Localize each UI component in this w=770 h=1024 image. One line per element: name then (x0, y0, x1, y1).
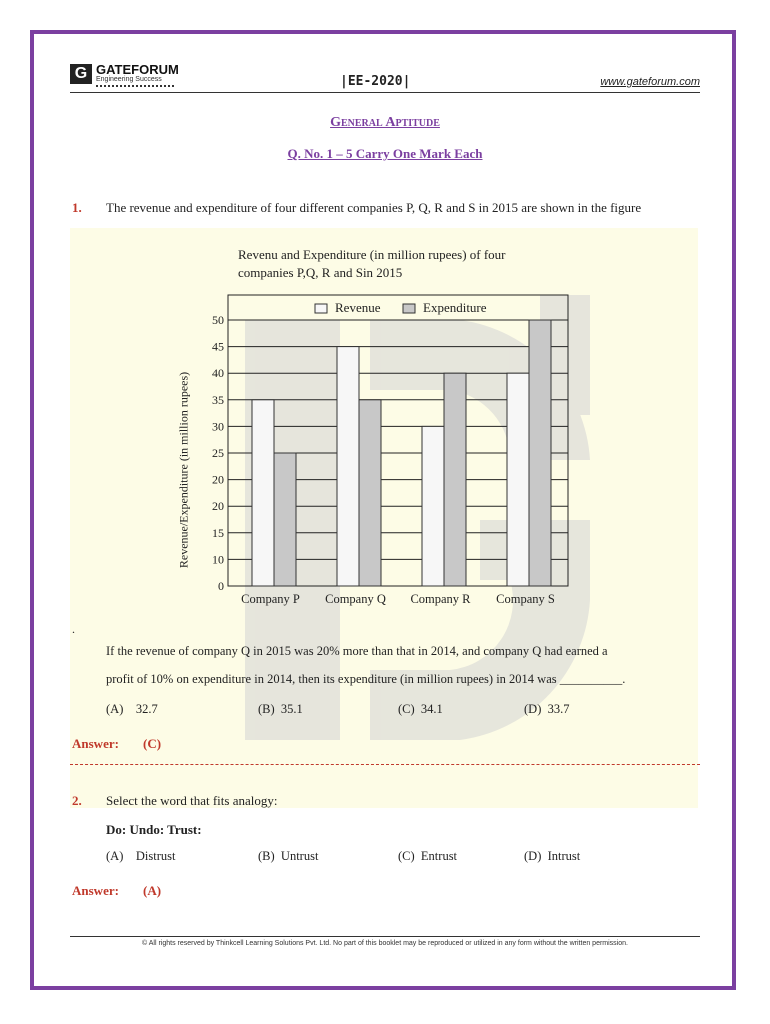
expenditure-bar-company-s (529, 320, 551, 586)
answer-value: (C) (143, 736, 162, 751)
answer-label: Answer: (72, 736, 119, 751)
logo-underline (96, 85, 174, 87)
option-value: Untrust (280, 849, 319, 863)
question-separator (70, 764, 700, 765)
option-value: Distrust (135, 849, 176, 863)
option-value: Entrust (420, 849, 458, 863)
y-tick-label: 25 (212, 446, 224, 460)
page-header (70, 62, 700, 92)
revenue-bar-company-q (337, 347, 359, 586)
option-c[interactable] (398, 702, 443, 717)
option-b[interactable] (258, 849, 318, 864)
header-divider (70, 92, 700, 93)
option-label: (B) (258, 702, 275, 716)
y-tick-label: 0 (218, 579, 224, 593)
x-tick-label: Company Q (325, 592, 386, 606)
expenditure-bar-company-q (359, 400, 381, 586)
y-tick-label: 40 (212, 366, 224, 381)
option-label: (C) (398, 702, 415, 716)
y-tick-label: 20 (212, 499, 224, 514)
option-value: 35.1 (280, 702, 303, 716)
website-link[interactable]: www.gateforum.com (600, 76, 700, 88)
revenue-bar-company-r (422, 426, 444, 586)
y-tick-label: 15 (212, 525, 224, 540)
answer-value: (A) (143, 883, 162, 898)
logo-tagline: Engineering Success (96, 76, 162, 83)
logo-mark: G (70, 64, 92, 84)
y-tick-label: 30 (212, 419, 224, 434)
option-label: (A) (106, 702, 124, 716)
footer-copyright: © All rights reserved by Thinkcell Learning Solutions Pvt. Ltd. No part of this booklet may be reproduced or utilized in any form without the written permission. (142, 940, 628, 947)
y-tick-label: 20 (212, 472, 224, 487)
section-title: General Aptitude (330, 115, 440, 130)
legend-label: Expenditure (423, 300, 487, 315)
option-value: 34.1 (420, 702, 443, 716)
question-text: Select the word that fits analogy: (106, 793, 278, 808)
legend-label: Revenue (335, 300, 381, 315)
question-body-line-1: If the revenue of company Q in 2015 was 20% more than that in 2014, and company Q had earned a (106, 644, 608, 658)
x-tick-label: Company S (496, 592, 555, 606)
x-tick-label: Company P (241, 592, 300, 606)
y-tick-label: 45 (212, 339, 224, 354)
option-value: Intrust (547, 849, 581, 863)
revenue-bar-company-p (252, 400, 274, 586)
y-tick-label: 35 (212, 392, 224, 407)
option-a[interactable] (106, 849, 175, 864)
question-number: 1. (72, 200, 82, 215)
option-value: 32.7 (135, 702, 158, 716)
expenditure-bar-company-p (274, 453, 296, 586)
option-a[interactable] (106, 702, 158, 717)
continuation-marker: . (72, 622, 75, 636)
y-axis-label: Revenue/Expenditure (in million rupees) (176, 371, 191, 569)
revenue-bar-company-s (507, 373, 529, 586)
question-number: 2. (72, 793, 82, 808)
legend-swatch (403, 304, 415, 313)
chart-title: Revenu and Expenditure (in million rupees) of four companies P,Q, R and Sin 2015 (238, 247, 506, 280)
answer-label: Answer: (72, 883, 119, 898)
question-text: The revenue and expenditure of four different companies P, Q, R and S in 2015 are shown in the figure (106, 200, 642, 215)
legend-swatch (315, 304, 327, 313)
option-value: 33.7 (547, 702, 570, 716)
question-body-line-2: profit of 10% on expenditure in 2014, then its expenditure (in million rupees) in 2014 was __________. (106, 672, 626, 686)
footer-divider (70, 936, 700, 937)
logo-name: GATEFORUM (96, 62, 179, 77)
y-tick-label: 10 (212, 552, 224, 567)
expenditure-bar-company-r (444, 373, 466, 586)
x-tick-label: Company R (410, 592, 471, 606)
y-tick-label: 50 (212, 313, 224, 327)
section-subtitle: Q. No. 1 – 5 Carry One Mark Each (287, 146, 483, 161)
option-d[interactable] (524, 849, 580, 864)
exam-tag: |EE-2020| (340, 74, 411, 89)
option-label: (C) (398, 849, 415, 863)
gateforum-logo (70, 62, 180, 90)
option-label: (D) (524, 849, 542, 863)
option-c[interactable] (398, 849, 457, 864)
option-d[interactable] (524, 702, 569, 717)
option-label: (D) (524, 702, 542, 716)
option-label: (A) (106, 849, 124, 863)
option-label: (B) (258, 849, 275, 863)
option-b[interactable] (258, 702, 303, 717)
bar-chart (200, 290, 580, 620)
analogy-prompt: Do: Undo: Trust: (106, 822, 202, 837)
